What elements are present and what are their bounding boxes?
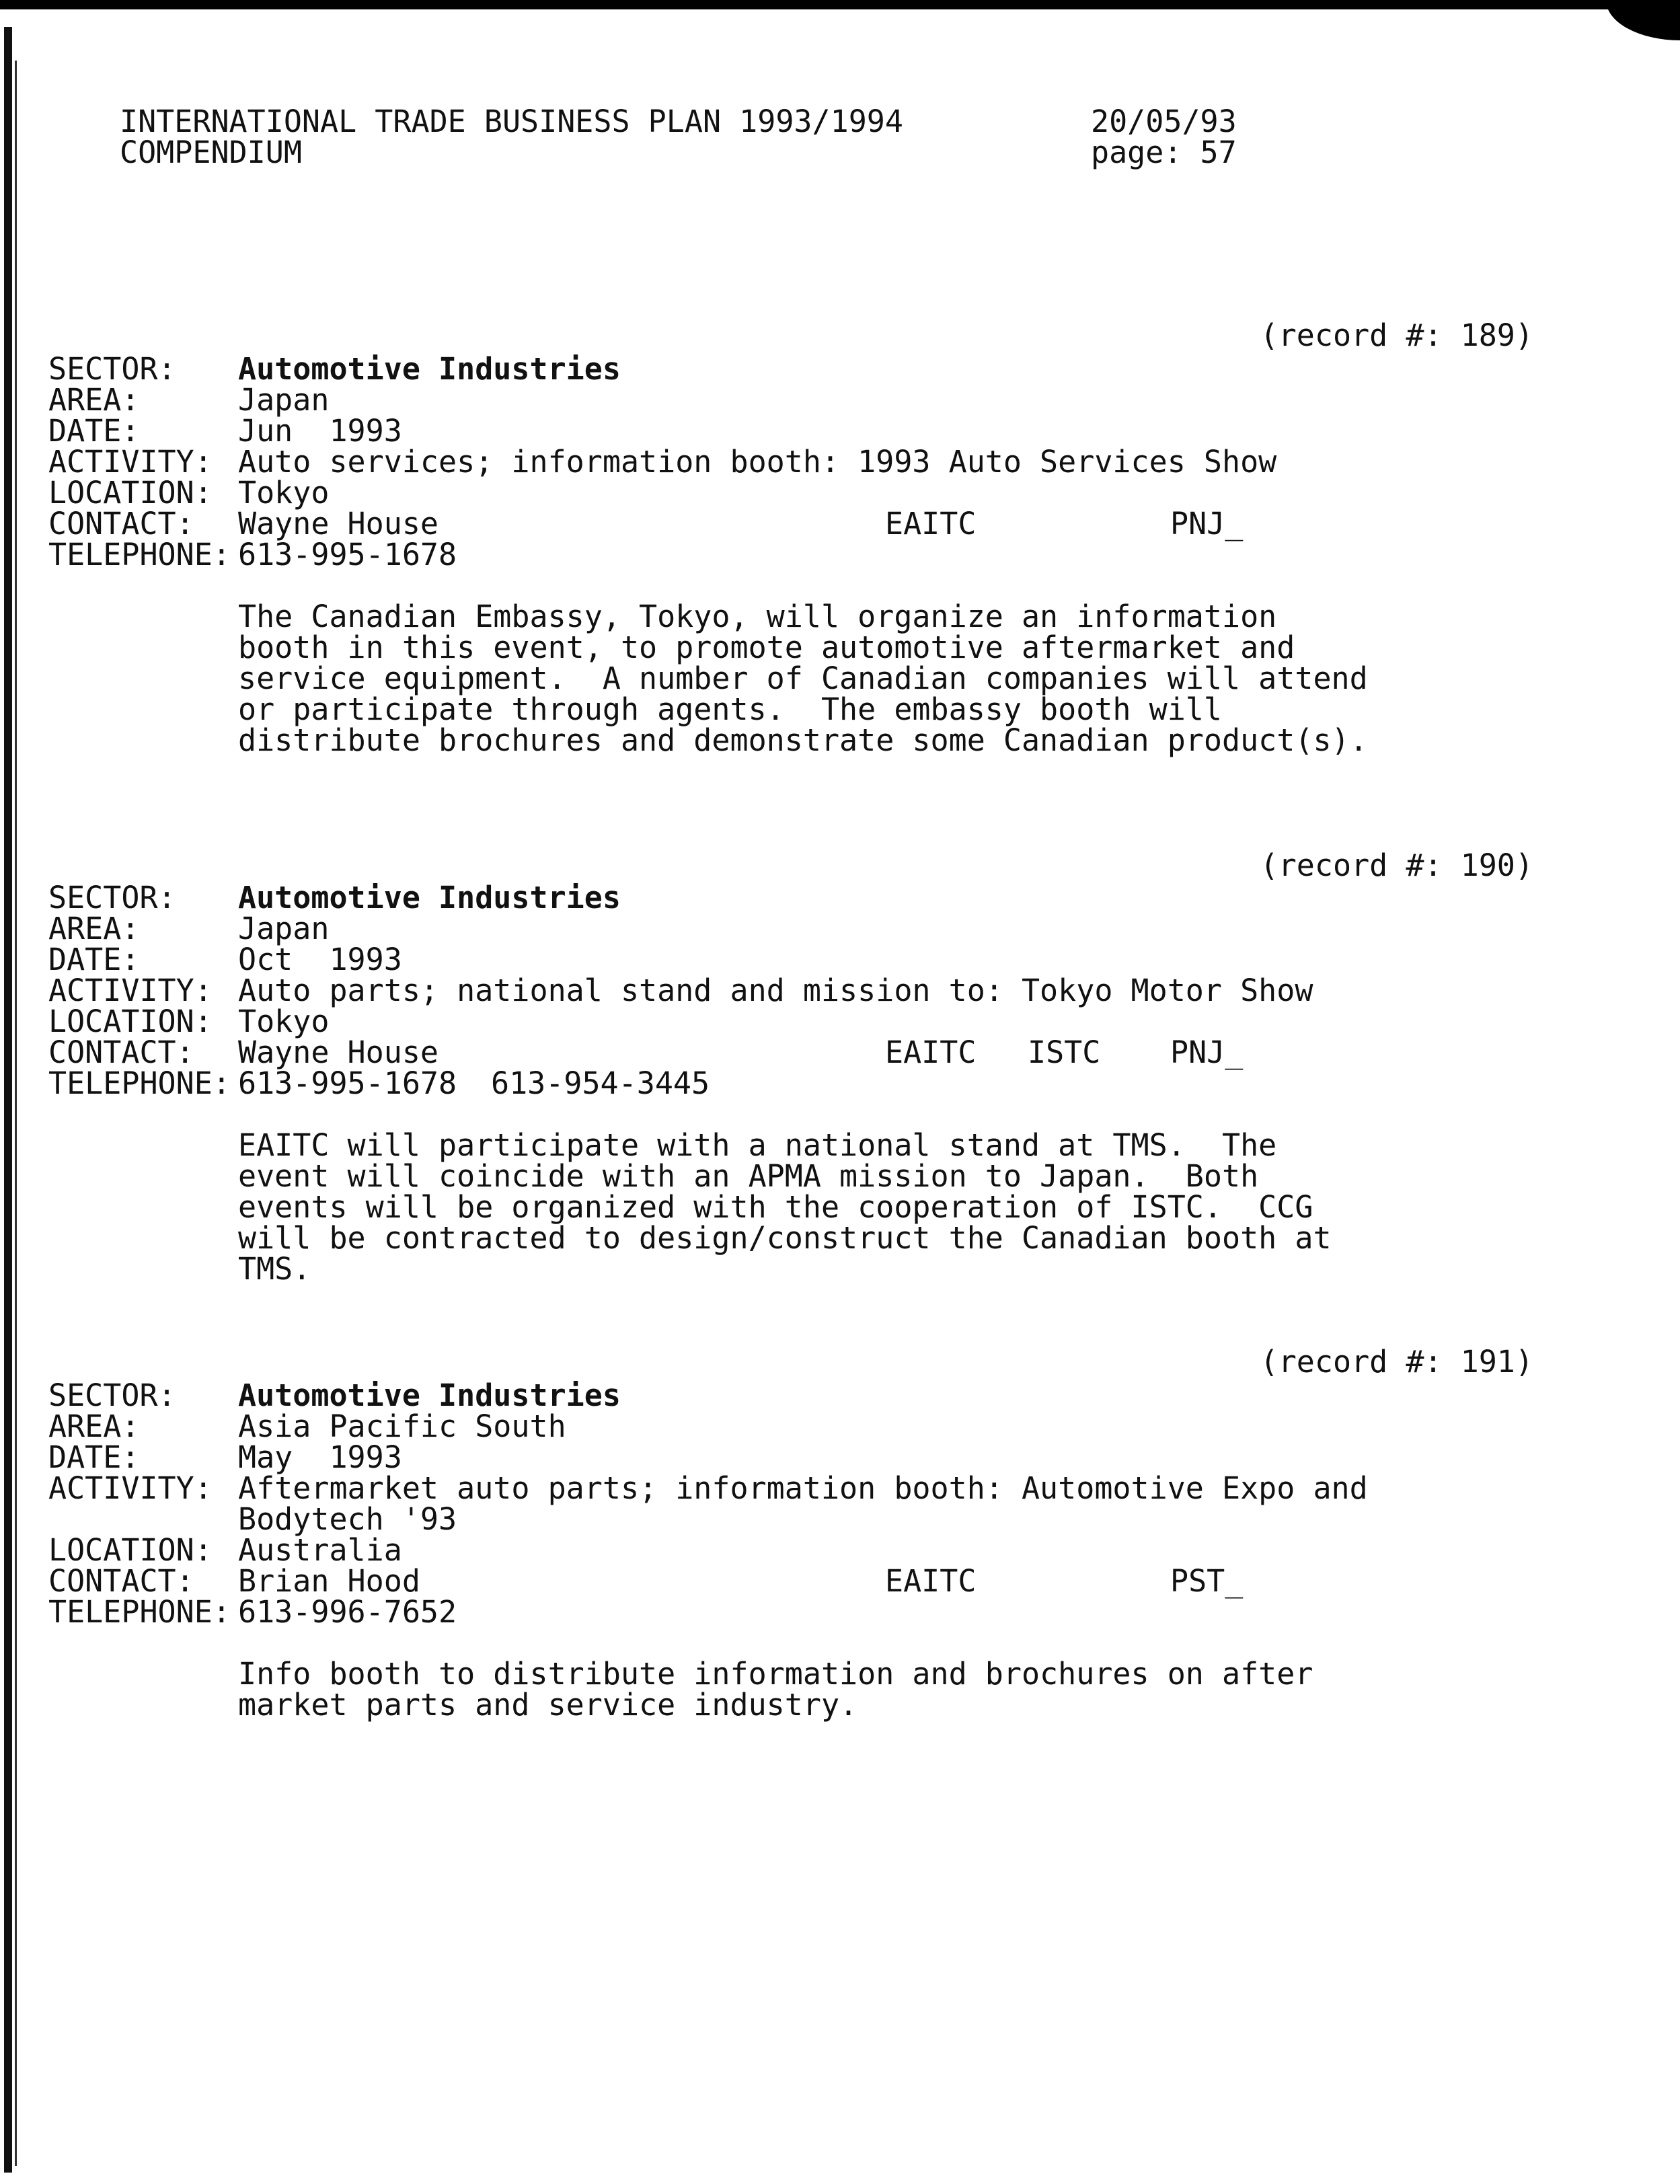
activity-label: ACTIVITY: xyxy=(48,1470,213,1506)
document-date: 20/05/93 xyxy=(1091,104,1237,139)
description-line: distribute brochures and demonstrate some Canadian product(s). xyxy=(238,722,1368,758)
contact-value: Brian Hood xyxy=(238,1563,420,1599)
location-label: LOCATION: xyxy=(48,1004,213,1039)
date-label: DATE: xyxy=(48,942,140,977)
description-line: The Canadian Embassy, Tokyo, will organize an information xyxy=(238,599,1277,634)
partner-organization-code: ISTC xyxy=(1028,1034,1101,1070)
description-line: booth in this event, to promote automotive aftermarket and xyxy=(238,630,1295,665)
activity-value: Auto services; information booth: 1993 Auto Services Show xyxy=(238,444,1277,480)
sector-label: SECTOR: xyxy=(48,880,176,915)
activity-value: Auto parts; national stand and mission to: Tokyo Motor Show xyxy=(238,973,1313,1008)
scan-corner-curl xyxy=(1606,0,1680,40)
description-line: events will be organized with the cooperation of ISTC. CCG xyxy=(238,1189,1313,1225)
description-line: will be contracted to design/construct the Canadian booth at xyxy=(238,1220,1332,1256)
contact-label: CONTACT: xyxy=(48,506,194,541)
record-number: (record #: 191) xyxy=(1260,1344,1533,1380)
telephone-value: 613-995-1678 xyxy=(238,1065,457,1101)
date-value: Jun 1993 xyxy=(238,413,402,449)
description-line: TMS. xyxy=(238,1251,311,1287)
activity-value-continued: Bodytech '93 xyxy=(238,1501,457,1537)
branch-code: PNJ_ xyxy=(1170,1034,1244,1070)
scan-top-edge xyxy=(0,0,1680,9)
record-number: (record #: 189) xyxy=(1260,317,1533,353)
date-value: Oct 1993 xyxy=(238,942,402,977)
sector-label: SECTOR: xyxy=(48,351,176,387)
area-label: AREA: xyxy=(48,382,140,418)
sector-value: Automotive Industries xyxy=(238,1378,621,1413)
telephone-label: TELEPHONE: xyxy=(48,1594,231,1630)
location-value: Tokyo xyxy=(238,475,330,511)
sector-value: Automotive Industries xyxy=(238,880,621,915)
area-value: Japan xyxy=(238,911,330,946)
location-label: LOCATION: xyxy=(48,1532,213,1568)
branch-code: PST_ xyxy=(1170,1563,1244,1599)
description-line: event will coincide with an APMA mission to Japan. Both xyxy=(238,1158,1259,1194)
description-line: EAITC will participate with a national stand at TMS. The xyxy=(238,1127,1277,1163)
location-value: Australia xyxy=(238,1532,402,1568)
location-label: LOCATION: xyxy=(48,475,213,511)
telephone-label: TELEPHONE: xyxy=(48,537,231,572)
activity-label: ACTIVITY: xyxy=(48,444,213,480)
organization-code: EAITC xyxy=(885,1034,977,1070)
telephone-secondary: 613-954-3445 xyxy=(491,1065,710,1101)
activity-label: ACTIVITY: xyxy=(48,973,213,1008)
description-line: or participate through agents. The embassy booth will xyxy=(238,691,1222,727)
scan-left-edge-line xyxy=(15,61,17,2166)
scan-left-edge xyxy=(4,27,12,2173)
telephone-value: 613-995-1678 xyxy=(238,537,457,572)
contact-value: Wayne House xyxy=(238,506,439,541)
record-number: (record #: 190) xyxy=(1260,848,1533,883)
sector-label: SECTOR: xyxy=(48,1378,176,1413)
document-subtitle: COMPENDIUM xyxy=(120,135,302,170)
area-label: AREA: xyxy=(48,911,140,946)
contact-label: CONTACT: xyxy=(48,1563,194,1599)
organization-code: EAITC xyxy=(885,506,977,541)
document-title: INTERNATIONAL TRADE BUSINESS PLAN 1993/1994 xyxy=(120,104,903,139)
contact-label: CONTACT: xyxy=(48,1034,194,1070)
description-line: market parts and service industry. xyxy=(238,1687,858,1723)
area-value: Asia Pacific South xyxy=(238,1408,566,1444)
location-value: Tokyo xyxy=(238,1004,330,1039)
organization-code: EAITC xyxy=(885,1563,977,1599)
contact-value: Wayne House xyxy=(238,1034,439,1070)
telephone-value: 613-996-7652 xyxy=(238,1594,457,1630)
sector-value: Automotive Industries xyxy=(238,351,621,387)
date-value: May 1993 xyxy=(238,1439,402,1475)
telephone-label: TELEPHONE: xyxy=(48,1065,231,1101)
description-line: service equipment. A number of Canadian companies will attend xyxy=(238,661,1368,696)
page-number: page: 57 xyxy=(1091,135,1237,170)
activity-value: Aftermarket auto parts; information booth: Automotive Expo and xyxy=(238,1470,1368,1506)
area-label: AREA: xyxy=(48,1408,140,1444)
area-value: Japan xyxy=(238,382,330,418)
description-line: Info booth to distribute information and brochures on after xyxy=(238,1656,1313,1692)
date-label: DATE: xyxy=(48,1439,140,1475)
date-label: DATE: xyxy=(48,413,140,449)
branch-code: PNJ_ xyxy=(1170,506,1244,541)
